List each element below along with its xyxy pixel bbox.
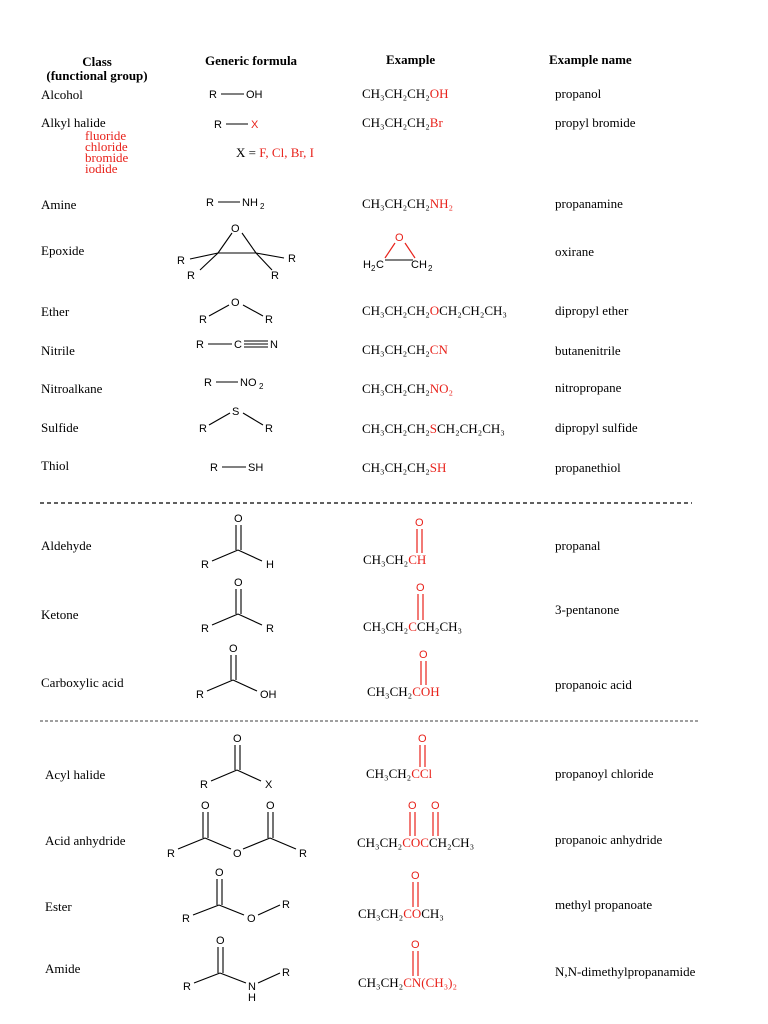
example-amine-group: NH₂ <box>429 196 454 211</box>
thiol-structure <box>210 462 263 474</box>
example-alcohol-chain: CH₃CH₂CH₂ <box>362 86 430 101</box>
atom-r: R <box>282 967 290 979</box>
class-epoxide: Epoxide <box>41 243 85 258</box>
atom-o: O <box>416 582 425 594</box>
atom-o: O <box>216 935 225 947</box>
oxirane-example <box>363 232 433 273</box>
atom-h: H <box>248 992 256 1004</box>
atom-r: R <box>182 913 190 925</box>
atom-o: O <box>233 848 242 860</box>
atom-r: R <box>214 119 222 131</box>
atom-o: O <box>395 232 404 244</box>
atom-r: R <box>183 981 191 993</box>
atom-r: R <box>299 848 307 860</box>
atom-r: R <box>265 314 273 326</box>
atom-o: O <box>231 297 240 309</box>
atom-r: R <box>196 339 204 351</box>
subscript-two: 2 <box>428 264 433 273</box>
halide-chloride: chloride <box>85 139 128 154</box>
alcohol-structure <box>209 89 263 101</box>
atom-nh: NH <box>242 197 258 209</box>
header-generic-formula: Generic formula <box>205 53 298 68</box>
name-oxirane: oxirane <box>555 244 594 259</box>
class-amine: Amine <box>41 197 77 212</box>
subscript-two: 2 <box>259 382 264 391</box>
class-thiol: Thiol <box>41 458 70 473</box>
atom-ch: CH <box>411 259 427 271</box>
atom-r: R <box>187 270 195 282</box>
atom-o: O <box>411 939 420 951</box>
atom-sh: SH <box>248 462 264 474</box>
example-ether-chain-right: CH₂CH₂CH₃ <box>439 303 507 318</box>
class-nitroalkane: Nitroalkane <box>41 381 103 396</box>
atom-r: R <box>167 848 175 860</box>
example-ketone-chain-left: CH₃CH₂ <box>363 619 409 634</box>
name-propanal: propanal <box>555 538 601 553</box>
atom-r: R <box>201 559 209 571</box>
atom-r: R <box>288 253 296 265</box>
name-dipropyl-ether: dipropyl ether <box>555 303 629 318</box>
example-aldehyde-chain: CH₃CH₂ <box>363 552 409 567</box>
example-nitro-chain: CH₃CH₂CH₂ <box>362 381 430 396</box>
nitrile-structure <box>196 339 278 351</box>
example-sulfide-chain-left: CH₃CH₂CH₂ <box>362 421 430 436</box>
class-acyl-halide: Acyl halide <box>45 767 106 782</box>
class-carboxylic-acid: Carboxylic acid <box>41 675 124 690</box>
atom-c: C <box>376 259 384 271</box>
atom-r: R <box>199 314 207 326</box>
name-dipropyl-sulfide: dipropyl sulfide <box>555 420 638 435</box>
x-definition-prefix: X = <box>236 145 260 160</box>
atom-h: H <box>266 559 274 571</box>
atom-o: O <box>215 867 224 879</box>
atom-no: NO <box>240 377 257 389</box>
name-methyl-propanoate: methyl propanoate <box>555 897 653 912</box>
example-alkyl-group: Br <box>429 115 443 130</box>
example-ether-group: O <box>429 303 440 318</box>
header-example: Example <box>386 52 436 67</box>
example-acid-group: COH <box>412 684 440 699</box>
atom-o: O <box>418 733 427 745</box>
atom-o: O <box>411 870 420 882</box>
atom-o: O <box>266 800 275 812</box>
example-alkyl-chain: CH₃CH₂CH₂ <box>362 115 430 130</box>
example-acyl-group: CCl <box>411 766 433 781</box>
subscript-two: 2 <box>260 202 265 211</box>
acid-anhydride-structure <box>167 800 307 860</box>
atom-r: R <box>200 779 208 791</box>
ester-example-carbonyl <box>411 870 420 907</box>
atom-o: O <box>234 513 243 525</box>
atom-oh: OH <box>246 89 263 101</box>
atom-r: R <box>199 423 207 435</box>
halide-bromide: bromide <box>85 150 129 165</box>
atom-r: R <box>209 89 217 101</box>
atom-o: O <box>233 733 242 745</box>
atom-n: N <box>248 981 256 993</box>
header-class-label: Class <box>82 54 112 69</box>
sulfide-structure <box>199 406 273 435</box>
example-ester-methyl: CH₃ <box>421 906 444 921</box>
atom-o: O <box>234 577 243 589</box>
example-nitro-group: NO₂ <box>429 381 454 396</box>
name-butanenitrile: butanenitrile <box>555 343 621 358</box>
class-acid-anhydride: Acid anhydride <box>45 833 126 848</box>
acyl-example-carbonyl <box>418 733 427 767</box>
ester-structure <box>182 867 290 925</box>
atom-oh: OH <box>260 689 277 701</box>
example-ester-chain: CH₃CH₂ <box>358 906 404 921</box>
name-propanoic-acid: propanoic acid <box>555 677 632 692</box>
name-nitropropane: nitropropane <box>555 380 622 395</box>
example-acid-chain: CH₃CH₂ <box>367 684 413 699</box>
header-example-name: Example name <box>549 52 632 67</box>
atom-o: O <box>408 800 417 812</box>
x-definition-values: F, Cl, Br, I <box>259 145 315 160</box>
name-3-pentanone: 3-pentanone <box>555 602 620 617</box>
atom-o: O <box>229 643 238 655</box>
halide-iodide: iodide <box>85 161 118 176</box>
class-amide: Amide <box>45 961 81 976</box>
example-acyl-chain: CH₃CH₂ <box>366 766 412 781</box>
atom-r: R <box>282 899 290 911</box>
example-anhydride-chain-right: CH₂CH₃ <box>428 835 475 850</box>
halide-fluoride: fluoride <box>85 128 127 143</box>
atom-o: O <box>201 800 210 812</box>
atom-r: R <box>266 623 274 635</box>
atom-o: O <box>415 517 424 529</box>
example-amide-group: CN(CH₃)₂ <box>403 975 458 990</box>
amide-structure <box>183 935 290 1004</box>
nitroalkane-structure <box>204 377 264 391</box>
atom-r: R <box>265 423 273 435</box>
atom-r: R <box>204 377 212 389</box>
example-amide-chain: CH₃CH₂ <box>358 975 404 990</box>
class-sulfide: Sulfide <box>41 420 79 435</box>
carboxylic-acid-structure <box>196 643 277 701</box>
name-n-n-dimethylpropanamide: N,N-dimethylpropanamide <box>555 964 696 979</box>
acyl-halide-structure <box>200 733 273 791</box>
atom-h: H <box>363 259 371 271</box>
atom-r: R <box>210 462 218 474</box>
amine-structure <box>206 197 265 211</box>
example-nitrile-group: CN <box>429 342 448 357</box>
alkyl-halide-structure <box>214 119 259 131</box>
atom-o: O <box>247 913 256 925</box>
example-anhydride-group: COC <box>402 835 429 850</box>
example-anhydride-chain-left: CH₃CH₂ <box>357 835 403 850</box>
atom-x: X <box>251 119 259 131</box>
name-propanamine: propanamine <box>555 196 623 211</box>
atom-r: R <box>206 197 214 209</box>
class-aldehyde: Aldehyde <box>41 538 92 553</box>
atom-o: O <box>419 649 428 661</box>
atom-c: C <box>234 339 242 351</box>
name-propanol: propanol <box>555 86 602 101</box>
example-ketone-chain-right: CH₂CH₃ <box>416 619 463 634</box>
epoxide-structure <box>177 223 296 282</box>
atom-r: R <box>271 270 279 282</box>
atom-o: O <box>231 223 240 235</box>
ketone-structure <box>201 577 274 635</box>
example-ketone-group: C <box>408 619 417 634</box>
subscript-two: 2 <box>371 264 376 273</box>
header-class-sublabel: (functional group) <box>46 68 148 83</box>
atom-s: S <box>232 406 240 418</box>
class-alkyl-halide: Alkyl halide <box>41 115 106 130</box>
example-sulfide-chain-right: CH₂CH₂CH₃ <box>437 421 505 436</box>
ketone-example-carbonyl <box>416 582 425 620</box>
atom-r: R <box>177 255 185 267</box>
atom-x: X <box>265 779 273 791</box>
anhydride-example-carbonyls <box>408 800 440 836</box>
atom-n: N <box>270 339 278 351</box>
ether-structure <box>199 297 273 326</box>
class-ketone: Ketone <box>41 607 79 622</box>
example-amine-chain: CH₃CH₂CH₂ <box>362 196 430 211</box>
example-alcohol-group: OH <box>429 86 449 101</box>
example-aldehyde-group: CH <box>408 552 427 567</box>
aldehyde-example-carbonyl <box>415 517 424 553</box>
name-propyl-bromide: propyl bromide <box>555 115 636 130</box>
atom-o: O <box>431 800 440 812</box>
atom-r: R <box>201 623 209 635</box>
example-sulfide-group: S <box>429 421 438 436</box>
example-ether-chain-left: CH₃CH₂CH₂ <box>362 303 430 318</box>
class-ester: Ester <box>45 899 72 914</box>
amide-example-carbonyl <box>411 939 420 976</box>
atom-r: R <box>196 689 204 701</box>
example-ester-group: CO <box>403 906 422 921</box>
example-thiol-group: SH <box>429 460 447 475</box>
aldehyde-structure <box>201 513 274 571</box>
class-alcohol: Alcohol <box>41 87 83 102</box>
example-thiol-chain: CH₃CH₂CH₂ <box>362 460 430 475</box>
name-propanoic-anhydride: propanoic anhydride <box>555 832 663 847</box>
acid-example-carbonyl <box>419 649 428 685</box>
name-propanethiol: propanethiol <box>555 460 621 475</box>
class-ether: Ether <box>41 304 70 319</box>
example-nitrile-chain: CH₃CH₂CH₂ <box>362 342 430 357</box>
class-nitrile: Nitrile <box>41 343 75 358</box>
name-propanoyl-chloride: propanoyl chloride <box>555 766 654 781</box>
